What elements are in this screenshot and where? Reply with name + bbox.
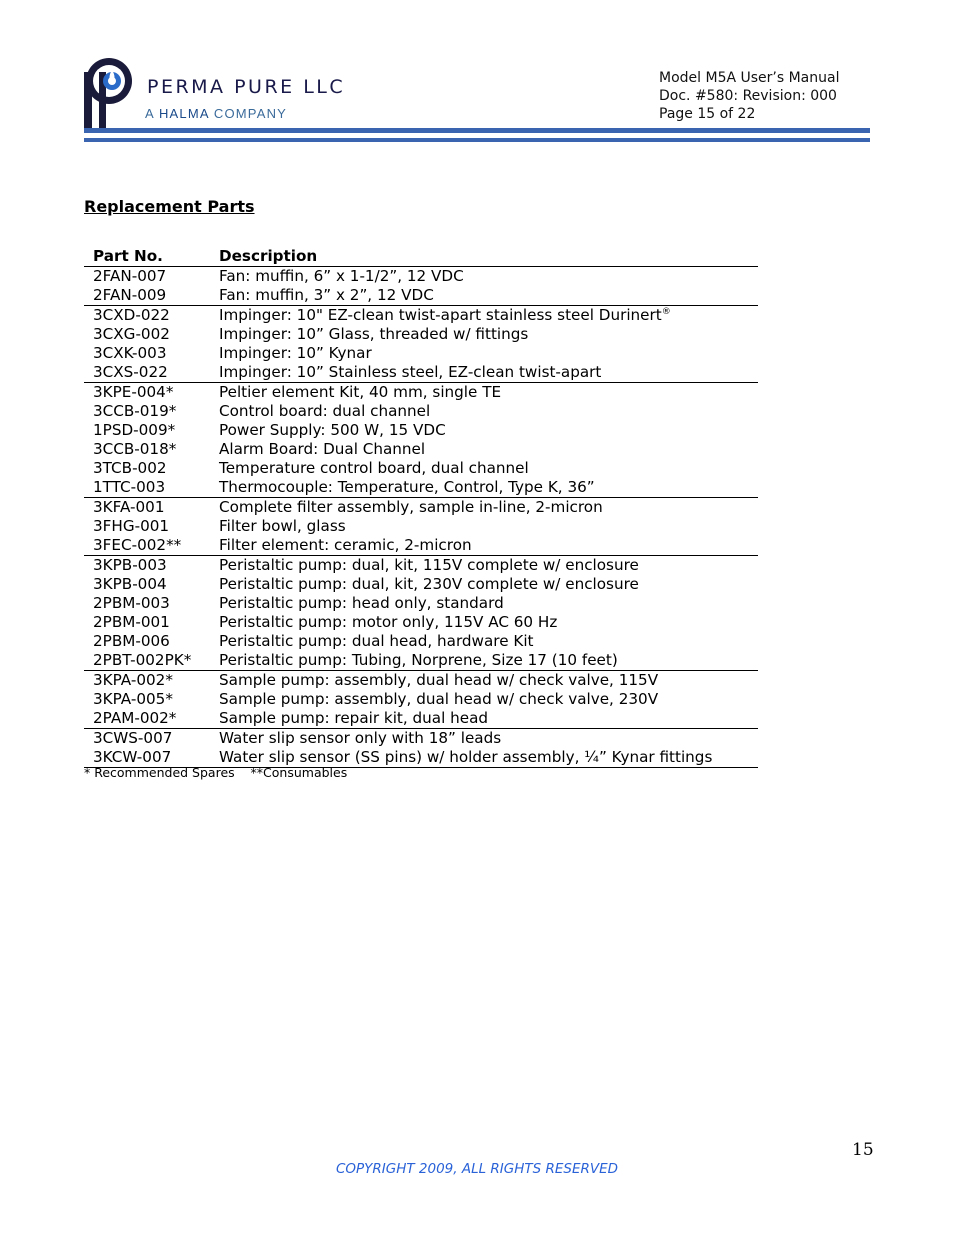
description-text: Impinger: 10” Stainless steel, EZ-clean twist-apart [219,363,602,381]
page-number: 15 [852,1140,874,1160]
description-text: Peltier element Kit, 40 mm, single TE [219,383,502,401]
description-cell [219,651,758,671]
part-number-cell: 3KPB-004 [93,575,167,593]
part-number-cell: 2PBM-003 [93,594,170,612]
parts-table-body [84,267,758,768]
company-name: PERMA PURE LLC [147,76,346,98]
column-header-description: Description [219,247,318,265]
description-cell [219,267,758,287]
registered-mark: ® [661,307,671,317]
table-row [84,325,758,344]
part-number-cell: 3CXK-003 [93,344,167,362]
part-number-cell: 3CCB-018* [93,440,177,458]
part-number-cell: 3KFA-001 [93,498,165,516]
part-number-cell: 1PSD-009* [93,421,176,439]
table-row [84,690,758,709]
description-cell [219,729,758,749]
description-text: Water slip sensor only with 18” leads [219,729,502,747]
description-cell [219,556,758,576]
description-cell [219,709,758,729]
section-title: Replacement Parts [84,197,255,216]
description-text: Peristaltic pump: head only, standard [219,594,504,612]
document-info [659,69,839,123]
table-row [84,421,758,440]
description-text: Peristaltic pump: dual head, hardware Kit [219,632,534,650]
description-cell [219,575,758,594]
company-sub-prefix: A [145,106,159,121]
description-cell [219,517,758,536]
part-number-cell: 3CCB-019* [93,402,177,420]
table-row [84,709,758,729]
description-cell [219,478,758,498]
part-number-cell: 3CXS-022 [93,363,168,381]
description-text: Filter bowl, glass [219,517,346,535]
description-cell [219,613,758,632]
company-subtitle [145,106,287,121]
table-row [84,402,758,421]
description-text: Filter element: ceramic, 2-micron [219,536,472,554]
description-text: Alarm Board: Dual Channel [219,440,426,458]
copyright-notice: COPYRIGHT 2009, ALL RIGHTS RESERVED [335,1161,619,1177]
description-text: Impinger: 10” Glass, threaded w/ fittings [219,325,529,343]
part-number-cell: 1TTC-003 [93,478,166,496]
part-number-cell: 3FEC-002** [93,536,182,554]
part-number-cell: 2PBT-002PK* [93,651,192,669]
description-cell [219,440,758,459]
table-row [84,267,758,287]
table-row [84,363,758,383]
description-cell [219,536,758,556]
part-number-cell: 2PBM-006 [93,632,170,650]
description-cell [219,402,758,421]
description-cell [219,344,758,363]
description-text: Power Supply: 500 W, 15 VDC [219,421,446,439]
table-header-row [84,247,758,267]
part-number-cell: 2FAN-009 [93,286,167,304]
table-row [84,478,758,498]
doc-title: Model M5A User’s Manual [659,70,840,86]
company-sub-suffix: COMPANY [209,106,288,121]
description-cell [219,325,758,344]
description-text: Complete filter assembly, sample in-line, 2-micron [219,498,603,516]
table-row [84,729,758,749]
table-row [84,459,758,478]
description-text: Peristaltic pump: Tubing, Norprene, Size 17 (10 feet) [219,651,618,669]
description-cell [219,459,758,478]
description-cell [219,421,758,440]
table-row [84,344,758,363]
header-rule-thin [84,138,870,142]
description-cell [219,671,758,691]
parts-table [84,247,758,768]
table-row [84,651,758,671]
table-row [84,556,758,576]
doc-revision: Doc. #580: Revision: 000 [659,88,837,104]
description-text: Impinger: 10" EZ-clean twist-apart stainless steel Durinert [219,306,662,324]
description-text: Peristaltic pump: motor only, 115V AC 60 Hz [219,613,558,631]
table-row [84,306,758,326]
table-row [84,594,758,613]
part-number-cell: 2FAN-007 [93,267,167,285]
table-row [84,286,758,306]
description-text: Sample pump: repair kit, dual head [219,709,489,727]
description-cell [219,306,758,326]
part-number-cell: 3KPA-005* [93,690,173,708]
part-number-cell: 3KPA-002* [93,671,173,689]
table-row [84,671,758,691]
description-cell [219,594,758,613]
description-text: Peristaltic pump: dual, kit, 115V complete w/ enclosure [219,556,639,574]
description-cell [219,363,758,383]
description-text: Fan: muffin, 3” x 2”, 12 VDC [219,286,434,304]
description-text: Water slip sensor (SS pins) w/ holder assembly, ¼” Kynar fittings [219,748,713,766]
description-text: Sample pump: assembly, dual head w/ check valve, 230V [219,690,659,708]
table-row [84,498,758,518]
part-number-cell: 3TCB-002 [93,459,167,477]
table-row [84,575,758,594]
description-text: Control board: dual channel [219,402,431,420]
description-cell [219,286,758,306]
footnote: * Recommended Spares **Consumables [84,765,348,780]
part-number-cell: 3CXD-022 [93,306,170,324]
doc-page: Page 15 of 22 [659,106,756,122]
description-cell [219,632,758,651]
part-number-cell: 2PBM-001 [93,613,170,631]
description-text: Fan: muffin, 6” x 1-1/2”, 12 VDC [219,267,464,285]
description-cell [219,383,758,403]
description-text: Thermocouple: Temperature, Control, Type K, 36” [219,478,595,496]
table-row [84,517,758,536]
description-text: Sample pump: assembly, dual head w/ check valve, 115V [219,671,659,689]
description-text: Peristaltic pump: dual, kit, 230V complete w/ enclosure [219,575,639,593]
description-text: Temperature control board, dual channel [219,459,529,477]
part-number-cell: 3KPE-004* [93,383,174,401]
part-number-cell: 3KPB-003 [93,556,167,574]
part-number-cell: 3FHG-001 [93,517,170,535]
table-row [84,632,758,651]
table-row [84,383,758,403]
description-text: Impinger: 10” Kynar [219,344,372,362]
description-cell [219,498,758,518]
company-sub-halma: HALMA [158,106,210,121]
header-rule-thick [84,128,870,133]
part-number-cell: 3CWS-007 [93,729,173,747]
part-number-cell: 2PAM-002* [93,709,177,727]
column-header-part: Part No. [93,247,163,265]
table-row [84,440,758,459]
table-row [84,536,758,556]
part-number-cell: 3KCW-007 [93,748,172,766]
part-number-cell: 3CXG-002 [93,325,170,343]
perma-pure-logo [84,56,134,128]
table-row [84,613,758,632]
description-cell [219,690,758,709]
